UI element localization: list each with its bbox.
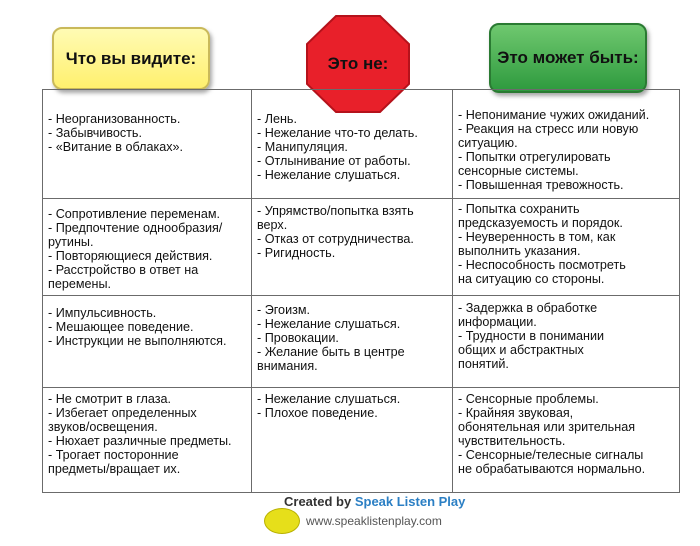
speak-listen-play-logo-icon	[264, 508, 300, 534]
cell-see	[43, 388, 252, 493]
cell-see	[43, 296, 252, 388]
cell-maybe	[453, 90, 680, 199]
table-row	[43, 296, 680, 388]
created-by-text	[284, 494, 465, 509]
footer-credits	[262, 494, 492, 540]
cell-not	[252, 199, 453, 296]
header-what-you-see-label: Что вы видите:	[65, 48, 197, 68]
header-what-you-see	[52, 27, 210, 90]
cell-text: - Упрямство/попытка взять верх. - Отказ от сотрудничества. - Ригидность.	[257, 204, 414, 260]
cell-text: - Непонимание чужих ожиданий. - Реакция на стресс или новую ситуацию. - Попытки отрегулировать сенсорные системы. - Повышенная тревожность.	[458, 108, 650, 192]
cell-text: - Лень. - Нежелание что-то делать. - Манипуляция. - Отлынивание от работы. - Нежелание слушаться.	[257, 112, 418, 182]
cell-maybe	[453, 388, 680, 493]
created-by-label: Created by	[284, 494, 352, 509]
cell-see	[43, 199, 252, 296]
cell-text: - Эгоизм. - Нежелание слушаться. - Провокации. - Желание быть в центре внимания.	[257, 303, 405, 373]
cell-text: - Не смотрит в глаза. - Избегает определенных звуков/освещения. - Нюхает различные предметы. - Трогает посторонние предметы/вращает их.	[48, 392, 232, 476]
header-it-may-be-label: Это может быть:	[497, 48, 639, 67]
cell-text: - Сопротивление переменам. - Предпочтение однообразия/ рутины. - Повторяющиеся действия. - Расстройство в ответ на перемены.	[48, 207, 223, 291]
cell-not	[252, 90, 453, 199]
cell-not	[252, 388, 453, 493]
table-row	[43, 199, 680, 296]
table-row	[43, 90, 680, 199]
brand-name: Speak Listen Play	[354, 494, 466, 509]
cell-text: - Неорганизованность. - Забывчивость. - «Витание в облаках».	[48, 112, 184, 154]
comparison-table	[42, 89, 680, 493]
cell-text: - Попытка сохранить предсказуемость и порядок. - Неуверенность в том, как выполнить указания. - Неспособность посмотреть на ситуацию со стороны.	[458, 202, 626, 286]
cell-text: - Сенсорные проблемы. - Крайняя звуковая, обонятельная или зрительная чувствительность. - Сенсорные/телесные сигналы не обрабатываются нормально.	[458, 392, 646, 476]
cell-text: - Импульсивность. - Мешающее поведение. - Инструкции не выполняются.	[48, 306, 227, 348]
cell-maybe	[453, 199, 680, 296]
cell-text: - Задержка в обработке информации. - Трудности в понимании общих и абстрактных понятий.	[458, 301, 605, 371]
header-it-may-be	[489, 23, 647, 93]
website-link[interactable]: www.speaklistenplay.com	[306, 514, 442, 528]
table-row	[43, 388, 680, 493]
header-it-is-not-label: Это не:	[327, 54, 389, 73]
cell-maybe	[453, 296, 680, 388]
cell-not	[252, 296, 453, 388]
cell-text: - Нежелание слушаться. - Плохое поведение.	[257, 392, 401, 420]
cell-see	[43, 90, 252, 199]
